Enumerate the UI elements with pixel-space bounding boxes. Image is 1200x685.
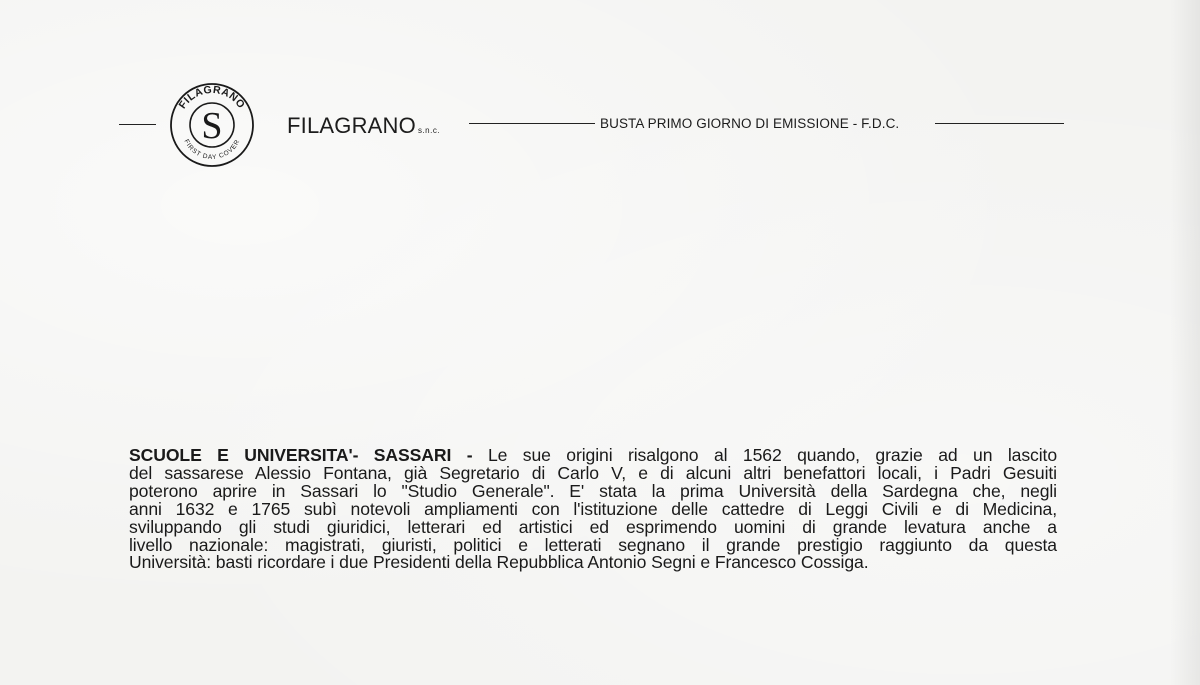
header-rule-right bbox=[935, 123, 1064, 124]
header-rule-middle bbox=[469, 123, 595, 124]
filagrano-logo-icon bbox=[168, 81, 256, 169]
article-line: anni 1632 e 1765 subì notevoli ampliamenti con l'istituzione delle cattedre di Leggi Civili e di Medicina, bbox=[129, 498, 1057, 519]
article-line: livello nazionale: magistrati, giuristi, politici e letterati segnano il grande prestigio raggiunto da questa bbox=[129, 534, 1057, 555]
article-line-text: Le sue origini risalgono al 1562 quando, grazie ad un lascito bbox=[472, 445, 1058, 465]
brand-label: FILAGRANO bbox=[287, 113, 416, 138]
envelope-edge-shadow bbox=[1170, 0, 1200, 685]
logo-ring-top-text: FILAGRANO bbox=[176, 83, 248, 112]
article-line: Università: basti ricordare i due Presidenti della Repubblica Antonio Segni e Francesco Cossiga. bbox=[129, 552, 869, 573]
brand-name bbox=[287, 113, 440, 139]
logo-letter: S bbox=[201, 105, 223, 147]
brand-suffix: s.n.c. bbox=[417, 126, 441, 135]
envelope-label: BUSTA PRIMO GIORNO DI EMISSIONE - F.D.C. bbox=[600, 116, 900, 131]
article-title: SCUOLE E UNIVERSITA'- SASSARI - bbox=[129, 445, 473, 465]
article-body bbox=[129, 447, 1057, 572]
article-line: poterono aprire in Sassari lo "Studio Generale". E' stata la prima Università della Sardegna che, negli bbox=[129, 480, 1057, 501]
article-line: sviluppando gli studi giuridici, letterari ed artistici ed esprimendo uomini di grande levatura anche a bbox=[129, 516, 1057, 537]
logo-ring-bottom-text: FIRST DAY COVER bbox=[182, 138, 242, 162]
header-rule-left bbox=[119, 124, 156, 125]
article-line: del sassarese Alessio Fontana, già Segretario di Carlo V, e di alcuni altri benefattori locali, i Padri Gesuiti bbox=[129, 462, 1057, 483]
